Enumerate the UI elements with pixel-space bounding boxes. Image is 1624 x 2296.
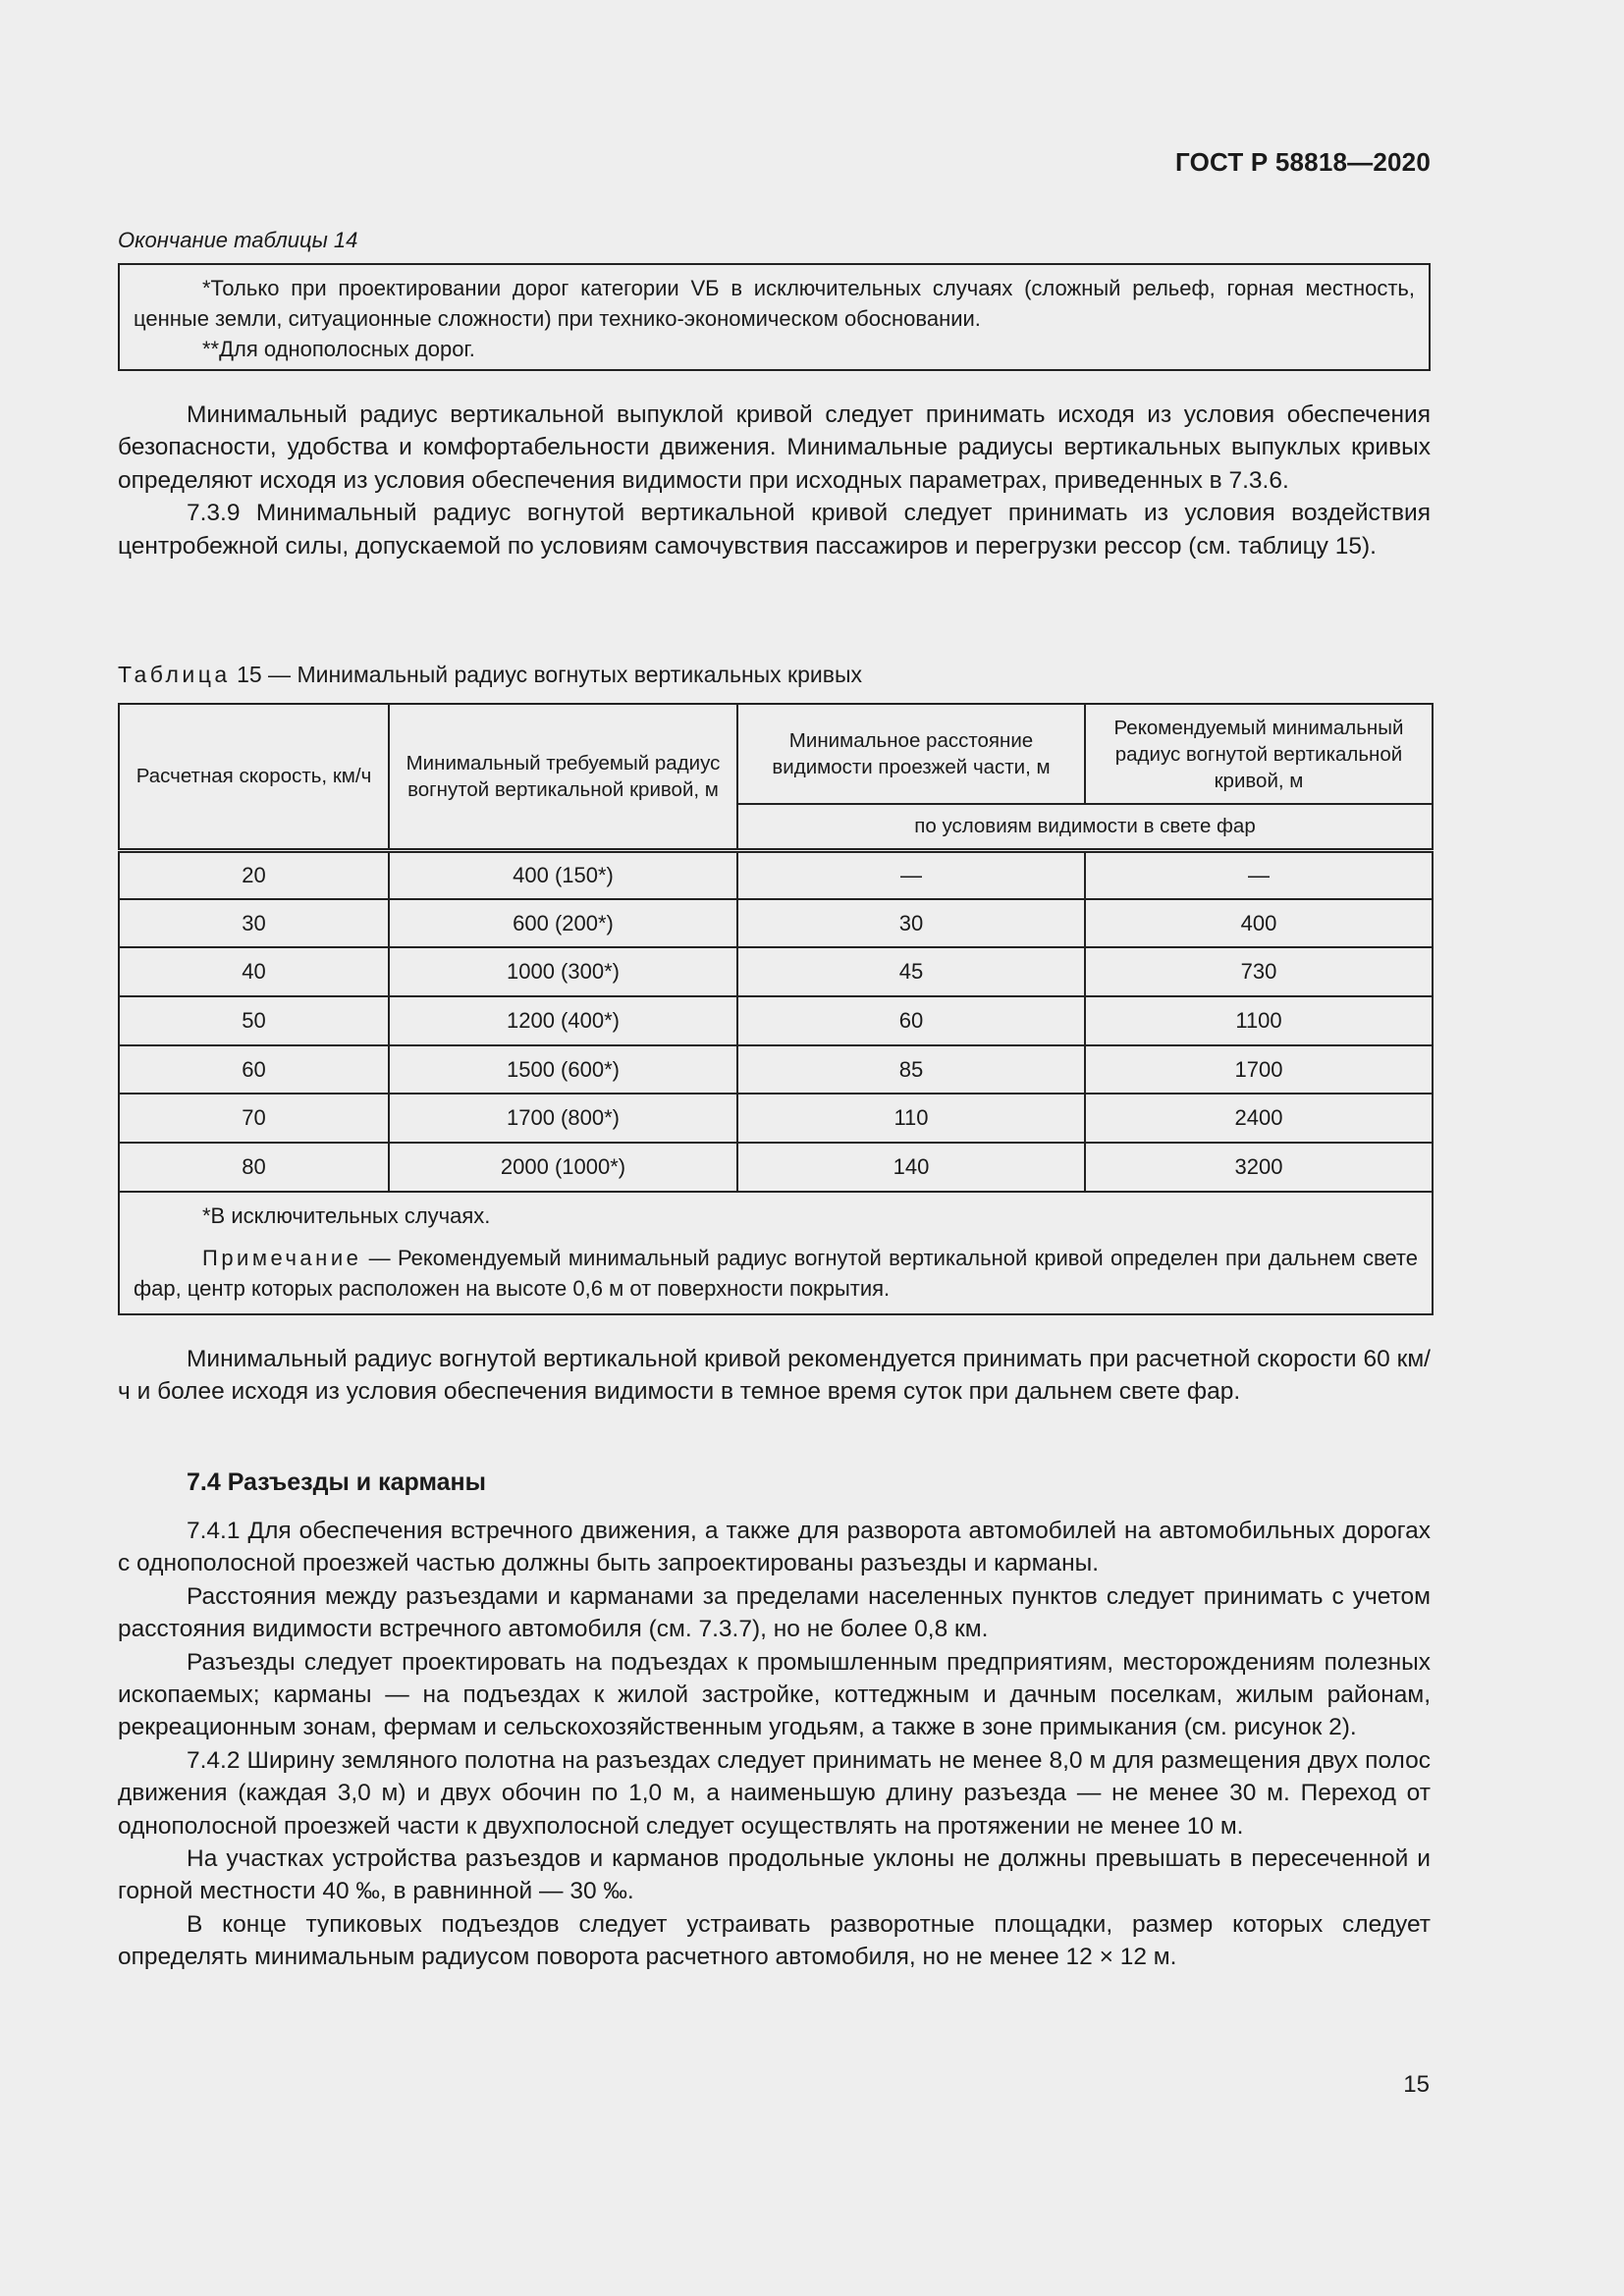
cell-min-radius: 1500 (600*) — [389, 1045, 737, 1095]
paragraph: 7.3.9 Минимальный радиус вогнутой вертикальной кривой следует принимать из условия воздействия центробежной силы, допускаемой по условиям самочувствия пассажиров и перегрузки рессор (см. таблицу 15). — [118, 500, 1431, 560]
table-row — [119, 850, 1433, 899]
cell-min-distance: 140 — [737, 1143, 1085, 1192]
table-row — [119, 1045, 1433, 1095]
paragraph: На участках устройства разъездов и карманов продольные уклоны не должны превышать в пересеченной и горной местности 40 ‰, в равнинной — 30 ‰. — [118, 1845, 1431, 1905]
cell-min-radius: 400 (150*) — [389, 850, 737, 899]
cell-min-distance: — — [737, 850, 1085, 899]
paragraph: 7.4.1 Для обеспечения встречного движения, а также для разворота автомобилей на автомобильных дорогах с однополосной проезжей частью должны быть запроектированы разъезды и карманы. — [118, 1518, 1431, 1577]
paragraphs-before-table — [118, 399, 1431, 562]
table15-note — [134, 1243, 1418, 1304]
table14-note-2: **Для однополосных дорог. — [202, 337, 475, 361]
section-heading: 7.4 Разъезды и карманы — [187, 1468, 486, 1496]
header-speed: Расчетная скорость, км/ч — [119, 704, 389, 850]
paragraph: В конце тупиковых подъездов следует устраивать разворотные площадки, размер которых следует определять минимальным радиусом поворота расчетного автомобиля, но не менее 12 × 12 м. — [118, 1910, 1431, 1971]
page-number: 15 — [1403, 2071, 1430, 2098]
cell-recommended-radius: 400 — [1085, 899, 1433, 948]
paragraph: 7.4.2 Ширину земляного полотна на разъездах следует принимать не менее 8,0 м для размещения двух полос движения (каждая 3,0 м) и двух обочин по 1,0 м, а наименьшую длину разъезда — не менее 30 м. Переход от однополосной проезжей части к двухполосной следует осуществлять на протяжении не менее 10 м. — [118, 1746, 1431, 1840]
cell-min-distance: 45 — [737, 947, 1085, 996]
cell-recommended-radius: 1100 — [1085, 996, 1433, 1045]
header-recommended-radius: Рекомендуемый минимальный радиус вогнутой вертикальной кривой, м — [1085, 704, 1433, 804]
table-caption-title: 15 — Минимальный радиус вогнутых вертикальных кривых — [230, 662, 863, 687]
table14-end-box — [118, 263, 1431, 371]
table-row — [119, 899, 1433, 948]
cell-speed: 30 — [119, 899, 389, 948]
table-footer-row — [119, 1192, 1433, 1314]
table15 — [118, 703, 1434, 1315]
cell-recommended-radius: 2400 — [1085, 1094, 1433, 1143]
cell-min-radius: 1700 (800*) — [389, 1094, 737, 1143]
cell-speed: 50 — [119, 996, 389, 1045]
cell-min-distance: 30 — [737, 899, 1085, 948]
cell-recommended-radius: 730 — [1085, 947, 1433, 996]
cell-speed: 60 — [119, 1045, 389, 1095]
cell-speed: 80 — [119, 1143, 389, 1192]
cell-min-radius: 2000 (1000*) — [389, 1143, 737, 1192]
cell-min-radius: 1000 (300*) — [389, 947, 737, 996]
table15-caption — [118, 662, 862, 688]
table-caption-word: Таблица — [118, 662, 231, 687]
header-min-radius: Минимальный требуемый радиус вогнутой вертикальной кривой, м — [389, 704, 737, 850]
cell-speed: 70 — [119, 1094, 389, 1143]
cell-recommended-radius: 3200 — [1085, 1143, 1433, 1192]
cell-recommended-radius: — — [1085, 850, 1433, 899]
cell-min-distance: 110 — [737, 1094, 1085, 1143]
header-min-distance: Минимальное расстояние видимости проезжей части, м — [737, 704, 1085, 804]
cell-speed: 20 — [119, 850, 389, 899]
cell-min-distance: 85 — [737, 1045, 1085, 1095]
cell-min-distance: 60 — [737, 996, 1085, 1045]
note-word: Примечание — [202, 1245, 362, 1270]
section-paragraphs — [118, 1515, 1431, 1974]
document-number: ГОСТ Р 58818—2020 — [1175, 147, 1431, 177]
table-continuation-caption: Окончание таблицы 14 — [118, 228, 358, 252]
table14-note-1: *Только при проектировании дорог категории VБ в исключительных случаях (сложный рельеф, горная местность, ценные земли, ситуационные сложности) при технико-экономическом обосновании. — [134, 276, 1415, 331]
cell-speed: 40 — [119, 947, 389, 996]
header-headlight-condition: по условиям видимости в свете фар — [737, 804, 1433, 850]
table15-footnotes — [119, 1192, 1433, 1314]
table-row — [119, 996, 1433, 1045]
paragraph: Минимальный радиус вертикальной выпуклой кривой следует принимать исходя из условия обеспечения безопасности, удобства и комфортабельности движения. Минимальные радиусы вертикальных выпуклых кривых определяют исходя из условия обеспечения видимости при исходных параметрах, приведенных в 7.3.6. — [118, 401, 1431, 494]
table15-footnote: *В исключительных случаях. — [202, 1202, 491, 1228]
note-text: — Рекомендуемый минимальный радиус вогнутой вертикальной кривой определен при дальнем свете фар, центр которых расположен на высоте 0,6 м от поверхности покрытия. — [134, 1245, 1418, 1301]
paragraph: Расстояния между разъездами и карманами за пределами населенных пунктов следует принимать с учетом расстояния видимости встречного автомобиля (см. 7.3.7), но не более 0,8 км. — [118, 1582, 1431, 1643]
paragraph: Разъезды следует проектировать на подъездах к промышленным предприятиям, месторождениям полезных ископаемых; карманы — на подъездах к жилой застройке, коттеджным и дачным поселкам, жилым районам, рекреационным зонам, фермам и сельскохозяйственным угодьям, а также в зоне примыкания (см. рисунок 2). — [118, 1648, 1431, 1741]
table-row — [119, 1143, 1433, 1192]
cell-min-radius: 600 (200*) — [389, 899, 737, 948]
cell-recommended-radius: 1700 — [1085, 1045, 1433, 1095]
table-row — [119, 947, 1433, 996]
table-row — [119, 1094, 1433, 1143]
paragraph: Минимальный радиус вогнутой вертикальной кривой рекомендуется принимать при расчетной скорости 60 км/ч и более исходя из условия обеспечения видимости в темное время суток при дальнем свете фар. — [118, 1346, 1431, 1406]
paragraph-after-table-block — [118, 1343, 1431, 1409]
cell-min-radius: 1200 (400*) — [389, 996, 737, 1045]
